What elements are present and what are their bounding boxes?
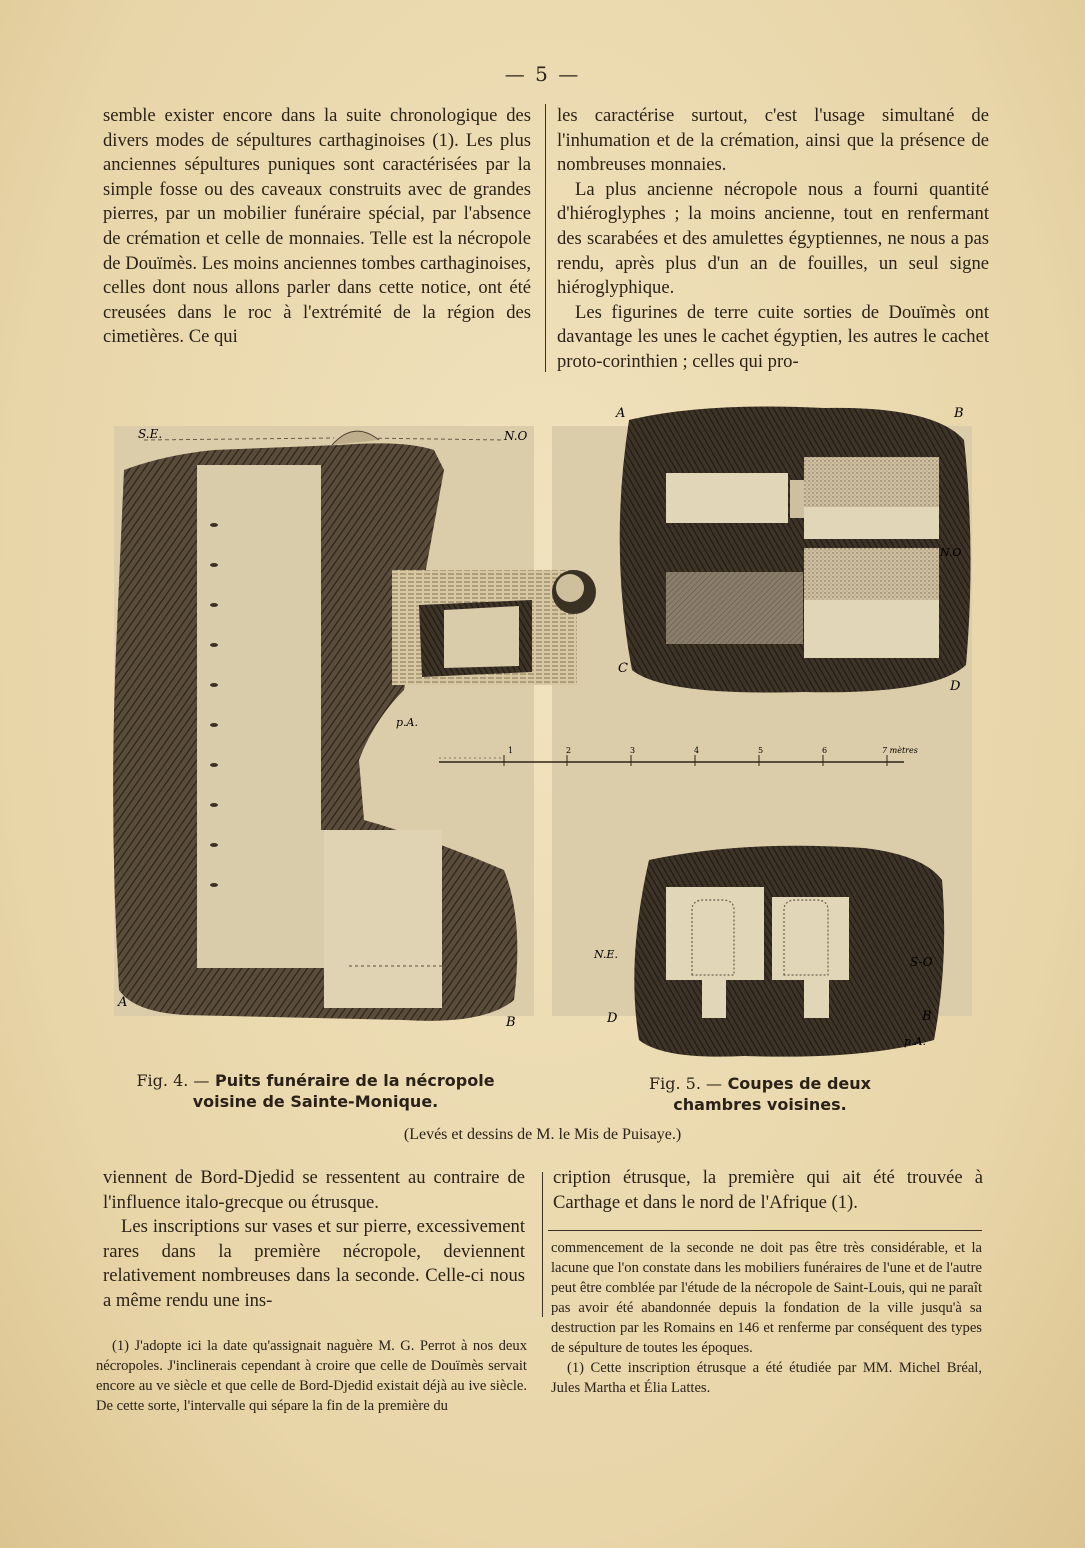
footnote-text: (1) Cette inscription étrusque a été étudiée par MM. Michel Bréal, Jules Martha et Élia Lattes. <box>551 1360 982 1396</box>
niche-upper-left <box>666 473 788 523</box>
column-top-right <box>557 104 989 375</box>
paragraph: semble exister encore dans la suite chronologique des divers modes de sépultures carthaginoises (1). Les plus anciennes sépultures puniques sont caractérisées par la simple fosse ou des caveaux construits avec de grandes pierres, par un mobilier funéraire spécial, par l'absence de crémation et celle de monnaies. Telle est la nécropole de Douïmès. Les moins anciennes tombes carthaginoises, celles dont nous allons parler dans cette notice, ont été creusées dans le roc à l'extrémité de la région des cimetières. Ce qui <box>103 105 531 348</box>
chamber-section-bottom <box>634 846 944 1057</box>
label-d-right: D <box>950 679 961 694</box>
niche-upper-right-lower <box>804 507 939 539</box>
figure-credit: (Levés et dessins de M. le Mis de Puisaye.) <box>403 1126 682 1143</box>
chamber-section-top <box>620 407 971 693</box>
footnote-continuation: commencement de la seconde ne doit pas être très considérable, et la lacune que l'on constate dans les mobiliers funéraires de l'une et de l'autre peut être comblée par l'étude de la nécropole de Saint-Louis, qui ne paraît pas avoir été abandonnée depuis la fondation de la ville jusqu'à sa destruction par les Romains en 146 et renferme par conséquent des types de sépulture de toutes les époques. <box>551 1240 982 1356</box>
paragraph: viennent de Bord-Djedid se ressentent au contraire de l'influence italo-grecque ou étrusque. <box>103 1167 525 1213</box>
column-bottom-right <box>553 1166 983 1215</box>
column-rule <box>545 104 546 372</box>
signature: p.A. <box>904 1035 926 1048</box>
column-top-left <box>103 104 531 350</box>
figure-4-caption <box>118 1070 513 1112</box>
niche-connector <box>790 480 805 518</box>
label-d-bottom: D <box>607 1011 618 1026</box>
figure-5-title-line2: chambres voisines. <box>673 1095 847 1114</box>
scale-label: 3 <box>630 746 636 755</box>
figure-4-title-line2: voisine de Sainte-Monique. <box>192 1092 439 1111</box>
scale-label: 4 <box>694 746 700 755</box>
footnote-left <box>96 1336 527 1416</box>
paragraph: les caractérise surtout, c'est l'usage simultané de l'inhumation et de la crémation, ainsi que la présence de nombreuses monnaies. <box>557 105 989 176</box>
label-no-right: N.O <box>940 546 962 559</box>
label-b-left: B <box>506 1015 516 1030</box>
figure-5-caption <box>620 1073 900 1115</box>
chamber-lower <box>324 830 442 1008</box>
paragraph: La plus ancienne nécropole nous a fourni quantité d'hiéroglyphes ; la moins ancienne, tout en renfermant des scarabées et des amulettes égyptiennes, ne nous a pas rendu, après plus d'un an de fouilles, un seul signe hiéroglyphique. <box>557 178 989 299</box>
label-b-bottom: B <box>922 1009 932 1024</box>
figure-5-title-line1: Coupes de deux <box>727 1074 871 1093</box>
scale-label: 2 <box>566 746 572 755</box>
paragraph: cription étrusque, la première qui ait été trouvée à Carthage et dans le nord de l'Afrique (1). <box>553 1167 983 1213</box>
scale-unit: 7 mètres <box>882 746 918 755</box>
column-bottom-left <box>103 1166 525 1314</box>
scale-label: 5 <box>758 746 764 755</box>
label-so: S-O <box>910 955 933 969</box>
niche-lower-left <box>666 572 803 644</box>
footnote-text: (1) J'adopte ici la date qu'assignait naguère M. G. Perrot à nos deux nécropoles. J'inclinerais cependant à croire que celle de Douïmès servait encore au ve siècle et que celle de Bord-Djedid existait déjà au ive siècle. De cette sorte, l'intervalle qui sépare la fin de la première du <box>96 1338 527 1414</box>
signature: p.A. <box>396 716 418 729</box>
page-number: — 5 — <box>504 62 581 86</box>
plan-stone-highlight <box>556 574 584 602</box>
label-se: S.E. <box>138 427 163 441</box>
footnote-rule <box>548 1230 982 1231</box>
plan-pit-void <box>444 606 519 668</box>
label-b-top: B <box>954 406 964 421</box>
figure-5-label: Fig. 5. — <box>649 1074 722 1093</box>
scale-label: 1 <box>508 746 514 755</box>
paragraph: Les inscriptions sur vases et sur pierre, excessivement rares dans la première nécropole, deviennent relativement nombreuses dans la seconde. Celle-ci nous a même rendu une ins- <box>103 1216 525 1311</box>
scale-label: 6 <box>822 746 828 755</box>
label-ne: N.E. <box>594 948 618 961</box>
label-a-left: A <box>118 995 128 1010</box>
column-rule <box>542 1172 543 1317</box>
label-no: N.O <box>504 429 528 443</box>
shaft-plan-drawing <box>392 570 596 685</box>
label-c: C <box>618 661 628 676</box>
engraving-figure <box>104 400 984 1070</box>
label-a-top: A <box>616 406 626 421</box>
niche-lower-right-floor <box>804 600 939 658</box>
figure-4-label: Fig. 4. — <box>136 1071 210 1090</box>
footnote-right <box>551 1238 982 1398</box>
paragraph: Les figurines de terre cuite sorties de Douïmès ont davantage les unes le cachet égyptien, les autres le cachet proto-corinthien ; celles qui pro- <box>557 301 989 372</box>
figure-4-title-line1: Puits funéraire de la nécropole <box>215 1071 495 1090</box>
